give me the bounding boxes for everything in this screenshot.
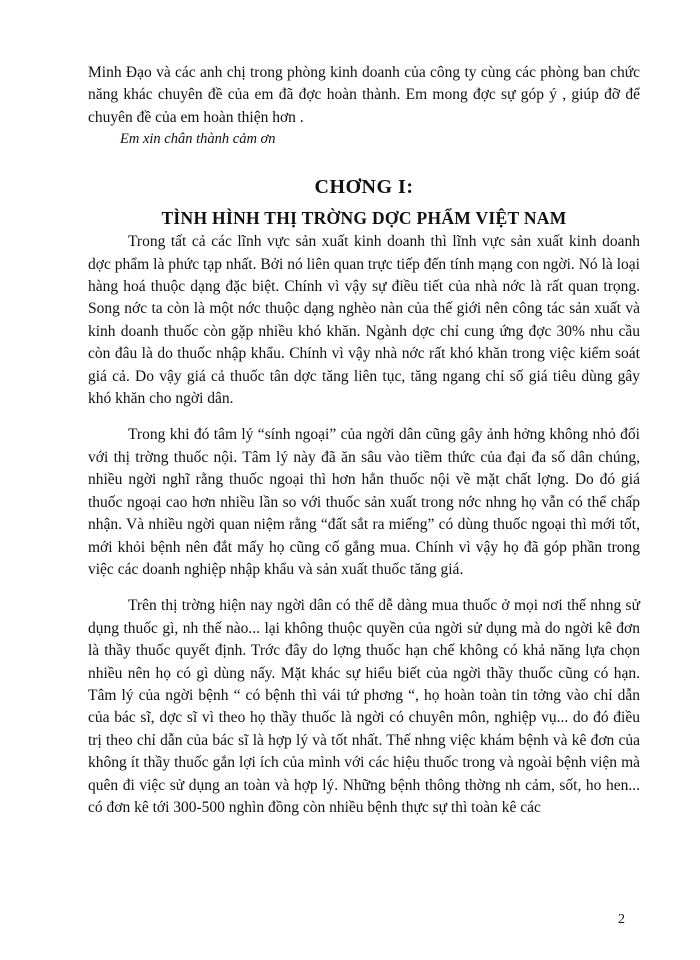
chapter-title: CHƠNG I:	[314, 176, 414, 199]
body-paragraph-2: Trong khi đó tâm lý “sính ngoại” của ngời dân cũng gây ảnh hởng không nhỏ đối với thị trờng thuốc nội. Tâm lý này đã ăn sâu vào tiềm thức của đại đa số dân chúng, nhiều ngời nghĩ rằng thuốc ngoại thì hơn hẳn thuốc nội về mặt chất lợng. Do đó giá thuốc ngoại cao hơn nhiều lần so với thuốc sản xuất trong nớc nhng họ vẫn có thể chấp nhận. Và nhiều ngời quan niệm rằng “đất sắt ra miếng” có dùng thuốc ngoại thì mới tốt, mới khỏi bệnh nên đắt mấy họ cũng cố gắng mua. Chính vì vậy họ đã góp phần trong việc các doanh nghiệp nhập khẩu và sản xuất thuốc tăng giá.	[88, 426, 640, 578]
thanks-line: Em xin chân thành cảm ơn	[120, 131, 276, 148]
page-number: 2	[618, 912, 625, 927]
body-paragraph-1: Trong tất cả các lĩnh vực sản xuất kinh doanh thì lĩnh vực sản xuất kinh doanh dợc phẩm là phức tạp nhất. Bởi nó liên quan trực tiếp đến tính mạng con ngời. Nó là loại hàng hoá thuộc dạng đặc biệt. Chính vì vậy sự điều tiết của nhà nớc là rất quan trọng. Song nớc ta còn là một nớc thuộc dạng nghèo nàn của thế giới nên công tác sản xuất và kinh doanh thuốc còn gặp nhiều khó khăn. Ngành dợc chỉ cung ứng đợc 30% nhu cầu còn đâu là do thuốc nhập khẩu. Chính vì vậy nhà nớc rất khó khăn trong việc kiểm soát giá cả. Do vậy giá cả thuốc tân dợc tăng liên tục, tăng ngang chỉ số giá tiêu dùng gây khó khăn cho ngời dân.	[88, 233, 640, 408]
intro-paragraph: Minh Đạo và các anh chị trong phòng kinh doanh của công ty cùng các phòng ban chức năng khác chuyên đề của em đã đợc hoàn thành. Em mong đợc sự góp ý , giúp đỡ để chuyên đề của em hoàn thiện hơn .	[88, 64, 640, 126]
page-content	[88, 62, 640, 819]
chapter-subtitle: TÌNH HÌNH THỊ TRỜNG DỢC PHẨM VIỆT NAM	[161, 208, 567, 229]
body-paragraph-3: Trên thị trờng hiện nay ngời dân có thể dễ dàng mua thuốc ở mọi nơi thế nhng sử dụng thuốc gì, nh thế nào... lại không thuộc quyền của ngời sử dụng mà do ngời kê đơn là thầy thuốc quyết định. Trớc đây do lợng thuốc hạn chế không có khả năng lựa chọn nhiều nên họ có gì dùng nấy. Mặt khác sự hiểu biết của ngời thầy thuốc cũng có hạn. Tâm lý của ngời bệnh “ có bệnh thì vái tứ phơng “, họ hoàn toàn tin tởng vào chỉ dẫn của bác sĩ, dợc sĩ vì theo họ thầy thuốc là ngời có chuyên môn, nghiệp vụ... do đó điều trị theo chỉ dẫn của bác sĩ là hợp lý và tốt nhất. Thế nhng việc khám bệnh và kê đơn của không ít thầy thuốc gắn lợi ích của mình với các hiệu thuốc trong và ngoài bệnh viện mà quên đi việc sử dụng an toàn và hợp lý. Những bệnh thông thờng nh cảm, sốt, ho hen... có đơn kê tới 300-500 nghìn đồng còn nhiều bệnh thực sự thì toàn kê các	[88, 597, 640, 816]
